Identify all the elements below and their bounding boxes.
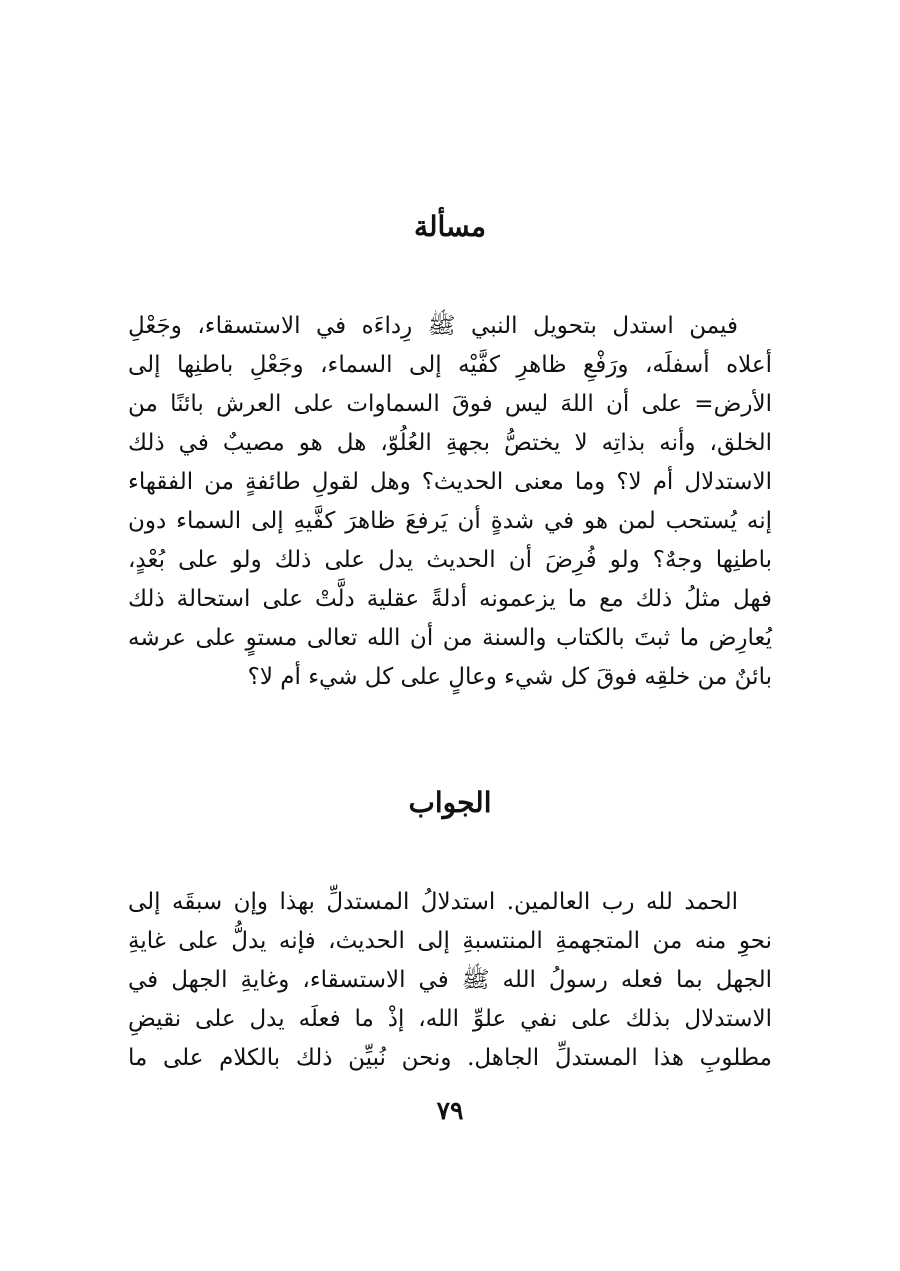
question-line: الأرض= على أن اللهَ ليس فوقَ السماوات على العرش بائنًا من: [128, 391, 772, 417]
question-line: الاستدلال أم لا؟ وما معنى الحديث؟ وهل لقولِ طائفةٍ من الفقهاء: [128, 469, 772, 495]
question-heading: مسألة: [413, 210, 487, 243]
answer-paragraph: [128, 883, 772, 1078]
answer-line: نحوِ منه من المتجهمةِ المنتسبةِ إلى الحديث، فإنه يدلُّ على غايةِ: [128, 928, 772, 954]
question-line: فهل مثلُ ذلك مع ما يزعمونه أدلةً عقلية دلَّتْ على استحالة ذلك: [128, 586, 772, 612]
answer-line: الجهل بما فعله رسولُ الله ﷺ في الاستسقاء، وغايةِ الجهل في: [128, 967, 772, 993]
page-number: ٧٩: [436, 1096, 464, 1125]
question-line: أعلاه أسفلَه، ورَفْعِ ظاهرِ كفَّيْه إلى السماء، وجَعْلِ باطنِها إلى: [128, 352, 772, 378]
question-line: فيمن استدل بتحويل النبي ﷺ رِداءَه في الاستسقاء، وجَعْلِ: [128, 313, 738, 339]
question-line: بائنٌ من خلقِه فوقَ كل شيء وعالٍ على كل شيء أم لا؟: [247, 664, 772, 690]
answer-line: الاستدلال بذلك على نفي علوِّ الله، إذْ ما فعلَه يدل على نقيضِ: [128, 1006, 772, 1032]
answer-line: مطلوبِ هذا المستدلِّ الجاهل. ونحن نُبيِّن ذلك بالكلام على ما: [128, 1045, 772, 1071]
question-paragraph: [128, 307, 772, 697]
question-line: يُعارِض ما ثبتَ بالكتاب والسنة من أن الله تعالى مستوٍ على عرشه: [128, 625, 772, 651]
question-line: باطنِها وجهٌ؟ ولو فُرِضَ أن الحديث يدل على ذلك ولو على بُعْدٍ،: [128, 547, 772, 573]
question-line: إنه يُستحب لمن هو في شدةٍ أن يَرفعَ ظاهرَ كفَّيهِ إلى السماء دون: [128, 508, 772, 534]
answer-line: الحمد لله رب العالمين. استدلالُ المستدلِّ بهذا وإن سبقَه إلى: [128, 889, 738, 915]
question-line: الخلق، وأنه بذاتِه لا يختصُّ بجهةِ العُلُوّ، هل هو مصيبٌ في ذلك: [128, 430, 772, 456]
answer-heading: الجواب: [408, 786, 492, 819]
